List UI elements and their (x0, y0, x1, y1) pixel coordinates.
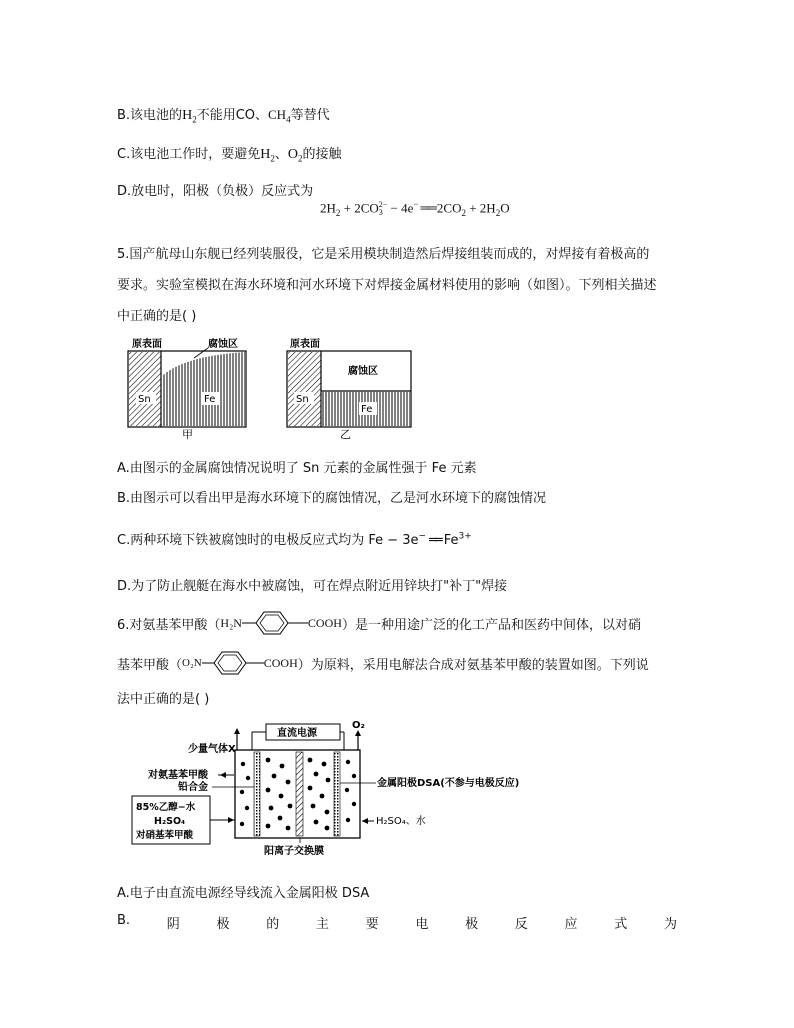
option-b-char: 应 (564, 917, 578, 932)
formula-h2: H (182, 108, 193, 123)
eq-part: − 4e (387, 200, 414, 216)
subscript: 2 (297, 153, 303, 164)
equals-arrow: ══ (429, 533, 441, 548)
formula-fe: Fe (443, 533, 459, 548)
product-label: 对氨基苯甲酸 (148, 770, 208, 781)
caption-jia: 甲 (182, 428, 193, 441)
option-b-text: B.该电池的 (117, 108, 183, 123)
q5-option-a: A.由图示的金属腐蚀情况说明了 Sn 元素的金属性强于 Fe 元素 (117, 461, 477, 476)
caption-yi: 乙 (340, 428, 351, 441)
formula-o2: O (287, 147, 298, 162)
option-b-char: 要 (365, 917, 379, 932)
q6-line-3: 法中正确的是( ) (117, 692, 210, 707)
subscript: 4 (286, 114, 291, 125)
membrane-label: 阳离子交换膜 (264, 846, 324, 857)
sn-region (129, 352, 161, 426)
q5-line-2: 要求。实验室模拟在海水环境和河水环境下对焊接金属材料使用的影响（如图）。下列相关描述 (117, 278, 657, 293)
subscript: 2 (192, 114, 197, 125)
q6-text: 基苯甲酸（ (117, 657, 183, 673)
q6-line-2 (117, 650, 649, 676)
formula-ch4: CH (268, 107, 287, 122)
eq-sup: − (413, 199, 419, 209)
o2-label: O₂ (352, 720, 365, 731)
formula-cooh: COOH (263, 655, 298, 670)
subscript: 2 (270, 153, 275, 164)
eq-sub: 2 (495, 207, 501, 218)
q5-option-b: B.由图示可以看出甲是海水环境下的腐蚀情况，乙是河水环境下的腐蚀情况 (117, 491, 547, 506)
benzene-ring-icon (202, 650, 264, 676)
equation (320, 199, 510, 218)
eq-sub: 2 (461, 207, 466, 218)
formula-h2n: H₂N (220, 615, 242, 630)
q6-line-1 (117, 610, 641, 636)
option-b-char: 式 (614, 917, 628, 932)
eq-sup: 2− (378, 200, 388, 210)
feed-solvent-label: 85%乙醇−水 (136, 802, 196, 813)
feed-reactant-label: 对硝基苯甲酸 (136, 830, 194, 841)
cation-exchange-membrane (296, 752, 303, 836)
electrolysis-diagram (130, 720, 570, 860)
separator: 、 (274, 147, 288, 162)
dc-power-label: 直流电源 (277, 728, 317, 739)
option-b-char: 的 (266, 917, 280, 932)
lead-alloy-label: 铅合金 (178, 782, 208, 793)
eq-part: 2CO (436, 200, 462, 216)
option-b-char: 电 (415, 917, 429, 932)
corrosion-zone-label: 腐蚀区 (208, 339, 238, 350)
fe-label: Fe (204, 394, 216, 405)
fe-label: Fe (361, 404, 373, 415)
formula-h2: H (260, 147, 271, 162)
option-b-text: 不能用 (196, 108, 236, 123)
option-b-text: 等替代 (290, 108, 330, 123)
option-b-char: B. (117, 913, 131, 928)
dsa-anode-label: 金属阳极DSA(不参与电极反应) (377, 778, 520, 789)
gas-x-label: 少量气体X (188, 744, 236, 755)
option-c-text: C.该电池工作时，要避免 (117, 147, 261, 162)
panel-jia (128, 337, 246, 441)
feed-acid-label: H₂SO₄ (154, 816, 186, 827)
option-b-char: 极 (465, 917, 479, 932)
benzene-ring-icon (242, 610, 308, 636)
option-c (117, 143, 342, 164)
option-c-text: C.两种环境下铁被腐蚀时的电极反应式均为 Fe − 3e (117, 533, 419, 548)
corrosion-figure (124, 336, 424, 442)
option-b-char: 为 (663, 917, 677, 932)
eq-part: + 2CO (340, 200, 379, 216)
q6-option-b (117, 913, 677, 932)
eq-sub: 3 (378, 208, 383, 218)
q5-option-c (117, 529, 472, 548)
sn-label: Sn (296, 394, 309, 405)
original-surface-label: 原表面 (132, 339, 162, 350)
option-b-char: 极 (216, 917, 230, 932)
original-surface-label: 原表面 (290, 339, 320, 350)
sn-region (288, 352, 321, 426)
lead-alloy-cathode (254, 752, 260, 836)
right-feed-label: H₂SO₄、水 (376, 816, 426, 827)
superscript: 3+ (458, 531, 472, 542)
equals-arrow: ══ (420, 200, 435, 216)
q6-text: 6.对氨基苯甲酸（ (117, 617, 221, 633)
option-b (117, 104, 330, 125)
q6-text: ）为原料，采用电解法合成对氨基苯甲酸的装置如图。下列说 (297, 657, 649, 673)
option-d (117, 180, 313, 199)
corrosion-zone-label: 腐蚀区 (348, 366, 378, 377)
panel-yi (287, 337, 411, 441)
option-b-char: 反 (514, 917, 528, 932)
eq-sub: 2 (335, 207, 341, 218)
q6-text: ）是一种用途广泛的化工产品和医药中间体，以对硝 (341, 617, 641, 633)
formula-co: CO、 (235, 108, 269, 123)
fe-region (162, 352, 245, 426)
sn-label: Sn (138, 394, 151, 405)
formula-cooh: COOH (307, 615, 342, 630)
formula-o2n: O₂N (182, 657, 202, 669)
eq-part: O (500, 200, 510, 216)
q6-option-a: A.电子由直流电源经导线流入金属阳极 DSA (117, 886, 370, 901)
dsa-anode (334, 752, 340, 836)
eq-part: 2H (320, 200, 336, 216)
option-d-text: D.放电时，阳极（负极）反应式为 (117, 184, 314, 199)
option-b-char: 阴 (166, 917, 180, 932)
option-b-char: 主 (315, 917, 329, 932)
q5-line-3: 中正确的是( ) (117, 309, 197, 324)
q5-option-d: D.为了防止舰艇在海水中被腐蚀，可在焊点附近用锌块打"补丁"焊接 (117, 579, 508, 594)
superscript: − (418, 531, 427, 542)
q5-line-1: 5.国产航母山东舰已经列装服役，它是采用模块制造然后焊接组装而成的，对焊接有着极高的 (117, 247, 650, 262)
eq-part: + 2H (465, 200, 496, 216)
option-c-text: 的接触 (302, 147, 342, 162)
